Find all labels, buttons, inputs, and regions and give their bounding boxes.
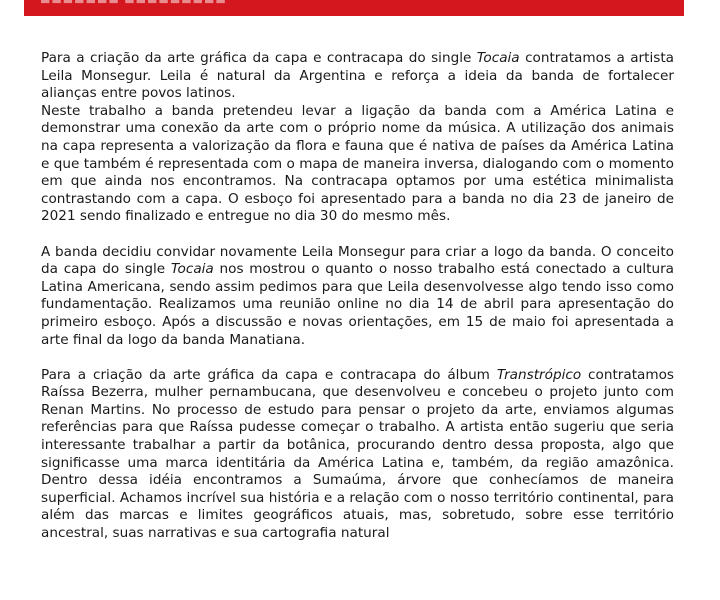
paragraph-text: Para a criação da arte gráfica da capa e contracapa do álbum [41,366,497,383]
italic-title: Tocaia [476,50,520,66]
paragraph-cover-concept: Neste trabalho a banda pretendeu levar a ligação da banda com a América Latina e demonstrar uma conexão da arte com o próprio nome da música. A utilização dos animais na capa representa a valorização da flora e fauna que é nativa de países da América Latina e que também é representada com o mapa de maneira inversa, dialogando com o momento em que ainda nos encontramos. Na contracapa optamos por uma estética minimalista contrastando com a capa. O esboço foi apresentado para a banda no dia 23 de janeiro de 2021 sendo finalizado e entregue no dia 30 do mesmo mês. [41,102,674,225]
paragraph-band-logo [41,244,674,350]
paragraph-text: contratamos Raíssa Bezerra, mulher pernambucana, que desenvolveu e concebeu o projeto junto com Renan Martins. No processo de estudo para pensar o projeto da arte, enviamos algumas referências para que Raíssa pudesse começar o trabalho. A artista então sugeriu que seria interessante trabalhar a partir da botânica, procurando dentro dessa proposta, algo que significasse uma marca identitária da América Latina e, também, da região amazônica. Dentro dessa idéia encontramos a Sumaúma, árvore que conhecíamos de maneira superficial. Achamos incrível sua história e a relação com o nosso território continental, para além das marcas e limites geográficos atuais, mas, sobretudo, sobre esse território ancestral, suas narrativas e sua cartografia natural [41,366,675,542]
paragraph-single-cover [41,50,674,103]
paragraph-album-cover [41,367,674,543]
paragraph-text: contratamos a artista Leila Monsegur. Leila é natural da Argentina e reforça a ideia da banda de fortalecer alianças entre povos latinos. [41,50,674,102]
paragraph-text: A banda decidiu convidar novamente Leila Monsegur para criar a logo da banda. O conceito da capa do single [41,243,674,278]
italic-title: Transtrópico [496,366,582,383]
italic-title: Tocaia [170,261,214,278]
header-faded-text: ▬▬▬▬▬▬▬ ▬▬▬▬▬▬▬▬▬ [40,0,227,7]
paragraph-text: nos mostrou o quanto o nosso trabalho está conectado a cultura Latina Americana, sendo assim pedimos para que Leila desenvolvesse algo tendo isso como fundamentação. Realizamos uma reunião online no dia 14 de abril para apresentação do primeiro esboço. Após a discussão e novas orientações, em 15 de maio foi apresentada a arte final da logo da banda Manatiana. [41,261,674,348]
paragraph-text: Para a criação da arte gráfica da capa e contracapa do single [41,50,477,66]
document-body [41,50,674,543]
header-red-band [24,0,684,16]
